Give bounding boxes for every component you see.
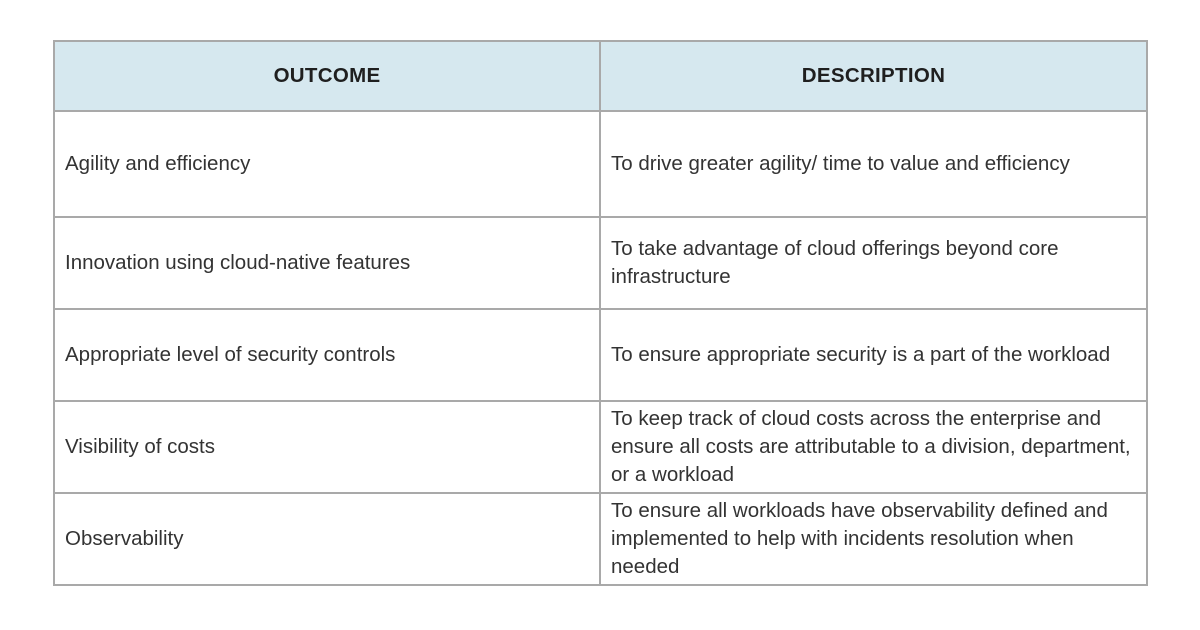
header-description: DESCRIPTION: [600, 41, 1147, 111]
description-cell: To take advantage of cloud offerings beyond core infrastructure: [600, 217, 1147, 309]
table-row: [54, 309, 1147, 401]
table-row: [54, 111, 1147, 217]
table-header: [54, 41, 1147, 111]
description-cell: To keep track of cloud costs across the enterprise and ensure all costs are attributable to a division, department, or a workload: [600, 401, 1147, 493]
description-cell: To ensure appropriate security is a part of the workload: [600, 309, 1147, 401]
description-cell: To drive greater agility/ time to value and efficiency: [600, 111, 1147, 217]
header-row: [54, 41, 1147, 111]
outcome-cell: Innovation using cloud-native features: [54, 217, 600, 309]
outcomes-table: [53, 40, 1148, 586]
outcome-cell: Appropriate level of security controls: [54, 309, 600, 401]
table-row: [54, 493, 1147, 585]
description-cell: To ensure all workloads have observability defined and implemented to help with incidents resolution when needed: [600, 493, 1147, 585]
table-body: [54, 111, 1147, 585]
table-row: [54, 217, 1147, 309]
outcome-cell: Observability: [54, 493, 600, 585]
outcome-cell: Agility and efficiency: [54, 111, 600, 217]
outcome-cell: Visibility of costs: [54, 401, 600, 493]
table-row: [54, 401, 1147, 493]
header-outcome: OUTCOME: [54, 41, 600, 111]
